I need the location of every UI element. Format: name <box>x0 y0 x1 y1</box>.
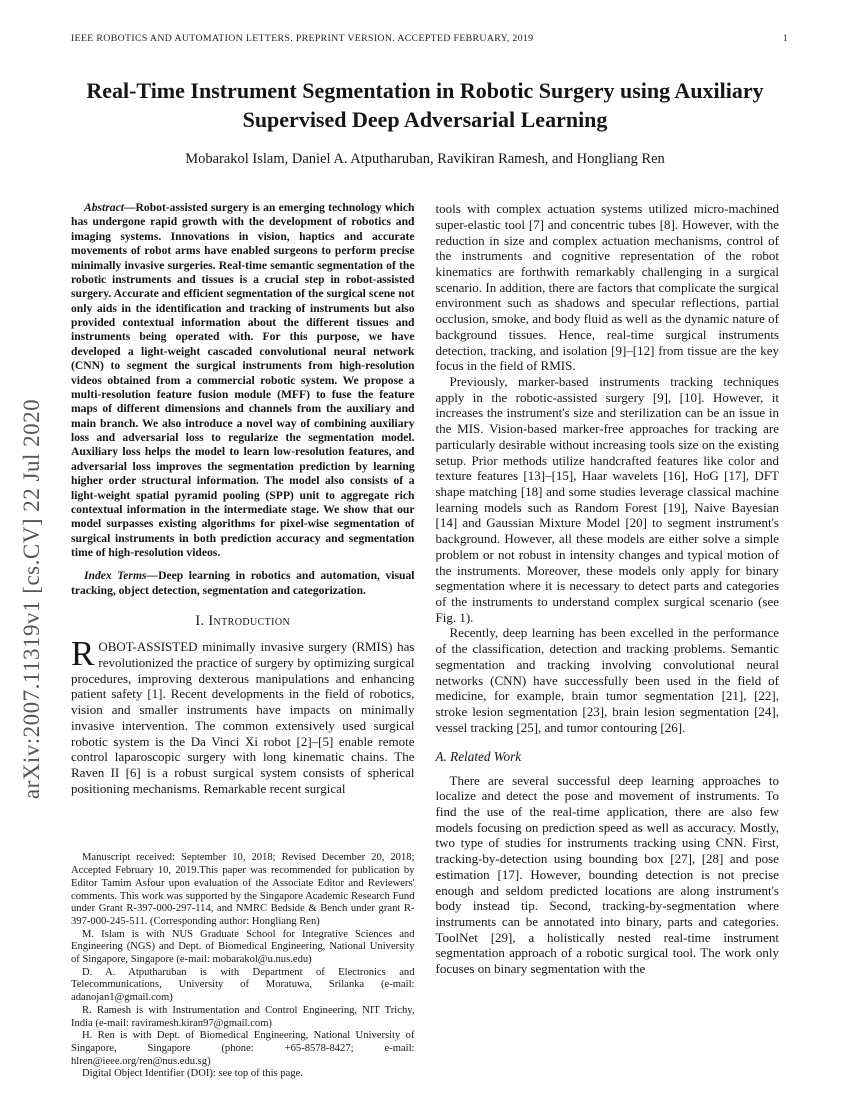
intro-paragraph-text: OBOT-ASSISTED minimally invasive surgery (RMIS) has revolutionized the practice of surgery by optimizing surgical procedures, improving dexterous manipulations and enhancing patient safety [1]. Recent developments in the field of robotics, vision and smaller instruments have impacts on minimally invasive intervention. The common extensively used surgical robotic system is the Da Vinci Xi robot [2]–[5] enable remote control laparoscopic surgery with long kinematic chains. The Raven II [6] is a robust surgical system consists of spherical positioning mechanisms. Remarkable recent surgical <box>71 639 415 796</box>
abstract-lead: Abstract— <box>84 201 136 215</box>
subsection-heading-related-work: A. Related Work <box>435 748 522 764</box>
right-paragraph-marker-based: Previously, marker-based instruments tracking techniques apply in the robotic-assisted surgery [9], [10]. However, it increases the instrument's size and sterilization can be an issue in the MIS. Vision-based marker-free approaches for tracking are particularly desirable without increasing tools size on the existing setup. Prior methods utilize handcrafted features like color and texture features [13]–[15], Haar wavelets [16], HoG [17], DFT shape matching [18] and some studies leverage classical machine learning models such as Random Forest [19], Naive Bayesian [14] and Gaussian Mixture Model [20] to segment instrument's background. However, all these models are either solve a simple problem or not robust in intensity changes and typical motion of the instruments. Moreover, these models only apply for binary segmentation where it is necessary to detect parts and categories of the instruments to understand complex surgical scenario (see Fig. 1). <box>435 373 779 625</box>
authors-line: Mobarakol Islam, Daniel A. Atputharuban, Ravikiran Ramesh, and Hongliang Ren <box>185 151 665 168</box>
index-terms-paragraph <box>71 569 415 598</box>
dropcap-letter: R <box>71 634 95 674</box>
abstract-text: Robot-assisted surgery is an emerging technology which has undergone rapid growth with the development of robotics and imaging systems. Innovations in vision, haptics and accurate movements of robot arms have enabled surgeons to perform precise minimally invasive surgeries. Real-time semantic segmentation of the robotic instruments and tissues is a crucial step in robot-assisted surgery. Accurate and efficient segmentation of the surgical scene not only aids in the identification and tracking of instruments but also provided contextual information about the different tissues and instruments being operated with. For this purpose, we have developed a light-weight cascaded convolutional neural network (CNN) to segment the surgical instruments from high-resolution videos obtained from a commercial robotic system. We propose a multi-resolution feature fusion module (MFF) to fuse the feature maps of different dimensions and channels from the auxiliary and main branch. We also introduce a novel way of combining auxiliary loss and adversarial loss to regularize the segmentation model. Auxiliary loss helps the model to learn low-resolution features, and adversarial loss improves the segmentation prediction by learning higher order structural information. The model also consists of a light-weight spatial pyramid pooling (SPP) unit to aggregate rich contextual information in the intermediate stage. We show that our model surpasses existing algorithms for pixel-wise segmentation of surgical instruments in both prediction accuracy and segmentation time of high-resolution videos. <box>71 201 415 560</box>
first-page-footnotes <box>71 840 415 1081</box>
header-page-number: 1 <box>782 33 788 44</box>
footnote-author-islam: M. Islam is with NUS Graduate School for Integrative Sciences and Engineering (NGS) and Dept. of Biomedical Engineering, National University of Singapore, Singapore (e-mail: mobarakol@u.nus.edu) <box>71 928 415 966</box>
footnote-author-ren: H. Ren is with Dept. of Biomedical Engineering, National University of Singapore, Singapore (phone: +65-8578-8427; e-mail: hlren@ieee.org/ren@nus.edu.sg) <box>71 1030 415 1067</box>
index-terms-lead: Index Terms— <box>84 569 159 583</box>
footnote-manuscript: Manuscript received: September 10, 2018; Revised December 20, 2018; Accepted February 10, 2019.This paper was recommended for publication by Editor Tamim Asfour upon evaluation of the Associate Editor and Reviewers' comments. This work was supported by the Singapore Academic Research Fund under Grant R-397-000-297-114, and NMRC Bedside & Bench under grant R-397-000-245-511. (Corresponding author: Hongliang Ren) <box>71 852 415 927</box>
paper-title: Real-Time Instrument Segmentation in Robotic Surgery using Auxiliary Supervised Deep Adversarial Learning <box>86 78 764 133</box>
footnote-doi: Digital Object Identifier (DOI): see top of this page. <box>82 1068 303 1080</box>
right-paragraph-continuation: tools with complex actuation systems utilized micro-machined super-elastic tool [7] and concentric tubes [8]. However, with the reduction in size and complex actuation mechanisms, control of the instruments and cognitive representation of the robot kinematics are forthwith remarkably challenging in a surgical scenario. In addition, there are factors that complicate the surgical environment such as shadows and specular reflections, partial occlusion, smoke, and body fluid as well as the dynamic nature of background tissues. Hence, real-time surgical instruments detection, tracking, and isolation [9]–[12] from tissue are the key focus in the field of RMIS. <box>435 201 779 374</box>
footnote-author-ramesh: R. Ramesh is with Instrumentation and Control Engineering, NIT Trichy, India (e-mail: raviramesh.kiran97@gmail.com) <box>71 1004 415 1029</box>
abstract-paragraph <box>71 201 415 560</box>
right-column <box>436 201 780 1081</box>
header-journal-line: IEEE ROBOTICS AND AUTOMATION LETTERS. PREPRINT VERSION. ACCEPTED FEBRUARY, 2019 <box>71 33 534 44</box>
arxiv-watermark: arXiv:2007.11319v1 [cs.CV] 22 Jul 2020 <box>19 398 44 800</box>
running-header <box>71 33 788 44</box>
section-heading-introduction: I. Introduction <box>195 613 291 630</box>
index-terms-text: Deep learning in robotics and automation, visual tracking, object detection, segmentation and categorization. <box>71 569 415 597</box>
related-work-paragraph: There are several successful deep learning approaches to localize and detect the pose and movement of instruments. To find the use of the real-time application, there are also few models focusing on prediction speed as well as accuracy. Mostly, two type of studies for instruments tracking using CNN. First, tracking-by-detection using bounding box [27], [28] and pose estimation [17]. However, bounding detection is not precise enough and seldom predicted locations are along instrument's body instead tip. Second, tracking-by-segmentation where instruments can be annotated into binary, parts and categories. ToolNet [29], a holistically nested real-time instrument segmentation approach of a robotic surgical tool. The work only focuses on binary segmentation with the <box>435 772 779 977</box>
intro-paragraph <box>71 634 415 796</box>
left-column <box>71 201 415 1081</box>
two-column-body <box>71 201 779 1081</box>
right-paragraph-deep-learning: Recently, deep learning has been excelled in the performance of the classification, detection and tracking problems. Semantic segmentation and tracking involving convolutional neural networks (CNN) have successfully been used in the field of medicine, for example, brain tumor segmentation [21], [22], stroke lesion segmentation [23], brain lesion segmentation [24], vessel tracking [25], and tumor contouring [26]. <box>435 625 779 735</box>
footnote-author-atputharuban: D. A. Atputharuban is with Department of Electronics and Telecommunications, University of Moratuwa, Srilanka (e-mail: adanojan1@gmail.com) <box>71 966 415 1004</box>
